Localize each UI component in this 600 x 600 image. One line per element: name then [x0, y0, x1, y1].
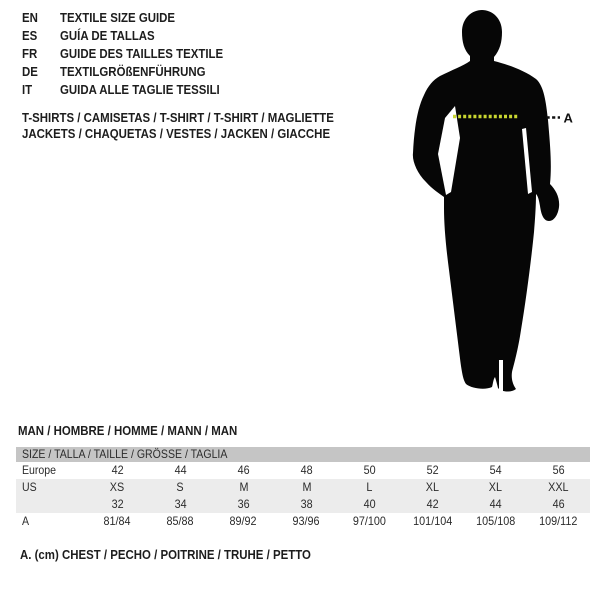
size-cell: XL	[488, 480, 503, 494]
size-cell: 48	[300, 463, 313, 477]
guide-title: GUIDE DES TAILLES TEXTILE	[60, 46, 224, 61]
size-cell: 38	[300, 497, 313, 511]
size-cell: 46	[237, 463, 250, 477]
size-table-header: SIZE / TALLA / TAILLE / GRÖSSE / TAGLIA	[22, 447, 228, 461]
size-cell: 44	[489, 497, 502, 511]
size-cell: L	[366, 480, 373, 494]
size-cell: 42	[111, 463, 124, 477]
size-cell: S	[176, 480, 185, 494]
list-item	[22, 81, 245, 99]
table-row-europe	[16, 462, 590, 479]
size-cell: 46	[552, 497, 565, 511]
table-row-us	[16, 479, 590, 496]
size-cell: 44	[174, 463, 187, 477]
language-guide-list	[22, 9, 245, 99]
row-label: Europe	[22, 463, 57, 477]
size-cell: 105/108	[475, 514, 516, 528]
table-row-chest-cm	[16, 513, 590, 530]
list-item	[22, 45, 245, 63]
size-cell: XL	[425, 480, 440, 494]
size-cell: 89/92	[229, 514, 258, 528]
size-cell: XXL	[548, 480, 569, 494]
size-cell: 40	[363, 497, 376, 511]
size-cell: 52	[426, 463, 439, 477]
size-cell: 85/88	[166, 514, 195, 528]
feet-gap	[499, 360, 503, 394]
size-cell: M	[302, 480, 311, 494]
language-code: DE	[22, 64, 38, 79]
language-code: IT	[22, 82, 33, 97]
row-label: A	[22, 514, 30, 528]
size-cell: 54	[489, 463, 502, 477]
man-silhouette	[413, 10, 559, 392]
size-cell: 109/112	[539, 514, 578, 528]
size-table	[16, 447, 590, 530]
size-cell: 42	[426, 497, 439, 511]
size-cell: 97/100	[352, 514, 387, 528]
size-cell: 32	[111, 497, 124, 511]
language-code: ES	[22, 28, 38, 43]
size-cell: 36	[237, 497, 250, 511]
guide-title: GUIDA ALLE TAGLIE TESSILI	[60, 82, 220, 97]
list-item	[22, 63, 245, 81]
size-cell: XS	[110, 480, 125, 494]
garment-categories	[22, 110, 376, 141]
size-cell: 93/96	[292, 514, 321, 528]
size-cell: M	[239, 480, 248, 494]
size-cell: 50	[363, 463, 376, 477]
guide-title: GUÍA DE TALLAS	[60, 28, 155, 43]
language-code: FR	[22, 46, 38, 61]
measure-label-a: A	[563, 110, 573, 126]
category-line-tshirts: T-SHIRTS / CAMISETAS / T-SHIRT / T-SHIRT / MAGLIETTE	[22, 110, 334, 125]
measurement-figure	[400, 0, 580, 400]
size-cell: 81/84	[103, 514, 132, 528]
list-item	[22, 27, 245, 45]
list-item	[22, 9, 245, 27]
section-title: MAN / HOMBRE / HOMME / MANN / MAN	[18, 423, 238, 438]
size-cell: 34	[174, 497, 187, 511]
language-code: EN	[22, 10, 38, 25]
guide-title: TEXTILGRÖßENFÜHRUNG	[60, 64, 206, 79]
measurement-footnote: A. (cm) CHEST / PECHO / POITRINE / TRUHE / PETTO	[20, 547, 311, 562]
row-label: US	[22, 480, 37, 494]
size-cell: 101/104	[412, 514, 453, 528]
category-line-jackets: JACKETS / CHAQUETAS / VESTES / JACKEN / GIACCHE	[22, 125, 331, 141]
guide-title: TEXTILE SIZE GUIDE	[60, 10, 176, 25]
table-row-uk	[16, 496, 590, 513]
size-cell: 56	[552, 463, 565, 477]
